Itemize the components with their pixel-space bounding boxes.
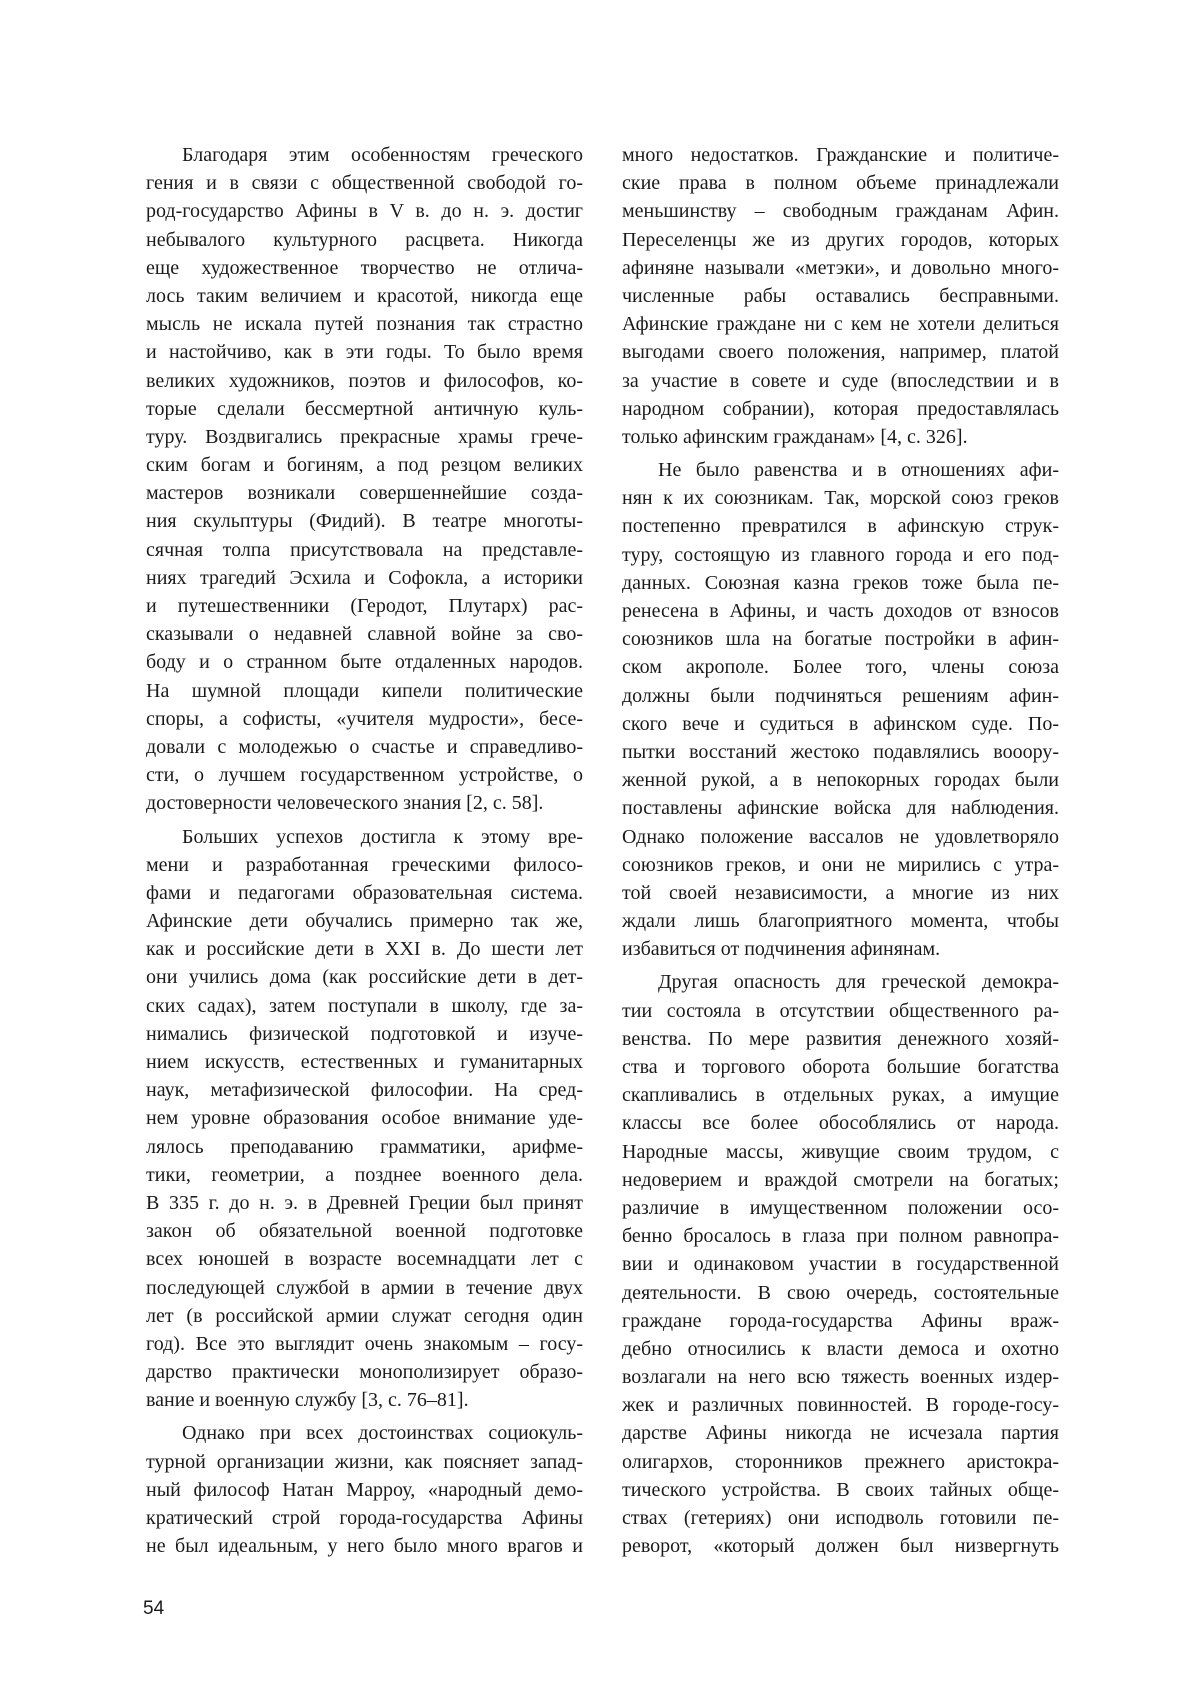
text-line: ского вече и судиться в афинском суде. По- [622,712,1059,735]
text-line: не был идеальным, у него было много врагов и [146,1535,583,1558]
text-line: мастеров возникали совершеннейшие созда- [146,482,583,505]
text-line: род-государство Афины в V в. до н. э. достиг [146,200,583,223]
text-line: союзников греков, и они не мирились с утра- [622,853,1059,876]
text-line: дарство практически монополизирует образо- [146,1361,583,1384]
text-line: Благодаря этим особенностям греческого [182,144,583,166]
text-line: Однако положение вассалов не удовлетворяло [622,825,1059,848]
text-line: венства. По мере развития денежного хозяй- [622,1027,1059,1050]
text-line: Переселенцы же из других городов, которых [622,228,1059,251]
text-line: год). Все это выглядит очень знакомым – госу- [146,1332,583,1355]
text-line: тии состояла в отсутствии общественного ра- [622,999,1059,1022]
text-line: избавиться от подчинения афинянам. [622,938,941,961]
text-line: жек и различных повинностей. В городе-госу- [622,1394,1059,1417]
text-line: численные рабы оставались бесправными. [622,284,1059,307]
text-line: граждане города-государства Афины враж- [622,1309,1059,1332]
text-line: фами и педагогами образовательная система. [146,881,583,904]
text-line: Не было равенства и в отношениях афи- [658,459,1059,482]
text-line: В 335 г. до н. э. в Древней Греции был принят [146,1191,583,1214]
text-line: достоверности человеческого знания [2, с. 58]. [146,792,544,815]
text-line: гения и в связи с общественной свободой го- [146,172,583,195]
text-line: олигархов, сторонников прежнего аристокра- [622,1450,1059,1473]
text-line: афиняне называли «метэки», и довольно много- [622,256,1059,279]
text-line: должны были подчиняться решениям афин- [622,684,1059,707]
text-line: дебно относились к власти демоса и охотно [622,1337,1059,1360]
text-line: классы все более обособлялись от народа. [622,1112,1059,1135]
text-line: ские права в полном объеме принадлежали [622,172,1059,195]
text-line: за участие в совете и суде (впоследствии и в [622,369,1059,392]
text-line: споры, а софисты, «учителя мудрости», бесе- [146,707,583,730]
text-line: нян к их союзникам. Так, морской союз греков [622,487,1059,510]
text-line: ским богам и богиням, а под резцом великих [146,454,583,477]
text-line: различие в имущественном положении осо- [622,1196,1059,1219]
text-line: поставлены афинские войска для наблюдения. [622,797,1059,820]
text-line: великих художников, поэтов и философов, ко- [146,369,583,392]
paragraph [146,141,583,818]
text-line: Больших успехов достигла к этому вре- [182,825,583,848]
text-line: меньшинству – свободным гражданам Афин. [622,200,1059,223]
text-line: тики, геометрии, а позднее военного дела. [146,1163,583,1186]
text-line: вание и военную службу [3, с. 76–81]. [146,1389,469,1412]
text-line: кратический строй города-государства Афины [146,1507,583,1529]
text-line: мысль не искала путей познания так страстно [146,313,583,336]
text-line: лялось преподаванию грамматики, арифме- [146,1135,583,1158]
text-line: сти, о лучшем государственном устройстве, о [146,764,583,787]
text-line: лет (в российской армии служат сегодня один [146,1304,583,1327]
text-line: Другая опасность для греческой демокра- [658,971,1059,994]
text-line: Афинские граждане ни с кем не хотели делиться [622,313,1059,336]
text-line: ренесена в Афины, и часть доходов от взносов [622,600,1059,622]
text-line: и путешественники (Геродот, Плутарх) рас- [146,595,583,617]
text-line: нием искусств, естественных и гуманитарных [146,1051,583,1073]
paragraph [622,968,1059,1560]
text-line: всех юношей в возрасте восемнадцати лет с [146,1248,583,1271]
text-line: недоверием и враждой смотрели на богатых; [622,1168,1059,1191]
paragraph [146,1419,583,1560]
text-line: пытки восстаний жестоко подавлялись вооору- [622,740,1059,763]
text-line: На шумной площади кипели политические [146,679,583,702]
text-line: закон об обязательной военной подготовке [146,1220,583,1243]
text-line: ском акрополе. Более того, члены союза [622,656,1059,679]
text-line: ских садах), затем поступали в школу, где за- [146,994,583,1017]
text-line: боду и о странном быте отдаленных народов. [146,651,583,674]
paragraph [622,456,1059,963]
text-line: последующей службой в армии в течение двух [146,1276,583,1299]
text-line: небывалого культурного расцвета. Никогда [146,228,583,251]
text-line: много недостатков. Гражданские и политиче- [622,144,1059,166]
text-line: Народные массы, живущие своим трудом, с [622,1140,1059,1163]
right-text-column [622,141,1059,1560]
text-line: скапливались в отдельных руках, а имущие [622,1084,1059,1107]
text-line: Однако при всех достоинствах социокуль- [182,1422,583,1445]
page-number: 54 [143,1598,165,1619]
text-line: они учились дома (как российские дети в дет- [146,966,583,989]
text-line: турной организации жизни, как поясняет запад- [146,1450,583,1473]
text-line: женной рукой, а в непокорных городах были [622,769,1059,792]
text-line: бенно бросалось в глаза при полном равнопра- [622,1225,1059,1248]
text-line: возлагали на него всю тяжесть военных издер- [622,1366,1059,1389]
text-line: сказывали о недавней славной войне за сво- [146,623,583,646]
text-line: союзников шла на богатые постройки в афин- [622,628,1059,651]
text-line: ниях трагедий Эсхила и Софокла, а историки [146,566,583,589]
text-line: ждали лишь благоприятного момента, чтобы [622,910,1059,933]
left-text-column [146,141,583,1560]
text-line: туру, состоящую из главного города и его под- [622,543,1059,566]
text-line: еще художественное творчество не отлича- [146,256,583,279]
text-line: мени и разработанная греческими филосо- [146,853,583,876]
text-line: лось таким величием и красотой, никогда еще [146,284,583,307]
text-line: ства и торгового оборота большие богатства [622,1056,1059,1078]
text-line: нимались физической подготовкой и изуче- [146,1022,583,1045]
paragraph [622,141,1059,451]
text-line: только афинским гражданам» [4, с. 326]. [622,425,968,448]
text-line: данных. Союзная казна греков тоже была пе- [622,571,1059,594]
text-line: туру. Воздвигались прекрасные храмы грече- [146,425,583,448]
text-line: реворот, «который должен был низвергнуть [622,1535,1059,1558]
text-line: ния скульптуры (Фидий). В театре многоты- [146,510,583,533]
text-line: дарстве Афины никогда не исчезала партия [622,1422,1059,1445]
text-line: наук, метафизической философии. На сред- [146,1079,583,1102]
paragraph [146,823,583,1415]
text-line: сячная толпа присутствовала на представле- [146,538,583,561]
text-line: Афинские дети обучались примерно так же, [146,910,583,933]
text-line: торые сделали бессмертной античную куль- [146,397,583,420]
text-line: довали с молодежью о счастье и справедливо- [146,735,583,758]
text-line: нем уровне образования особое внимание уде- [146,1107,583,1130]
text-line: выгодами своего положения, например, платой [622,341,1059,364]
text-line: народном собрании), которая предоставлялась [622,397,1059,420]
text-line: вии и одинаковом участии в государственной [622,1253,1059,1276]
text-line: деятельности. В свою очередь, состоятельные [622,1281,1059,1304]
text-line: ный философ Натан Марроу, «народный демо- [146,1478,583,1501]
text-line: той своей независимости, а многие из них [622,881,1059,904]
text-line: как и российские дети в XXI в. До шести лет [146,938,583,961]
text-line: ствах (гетериях) они исподволь готовили пе- [622,1507,1059,1529]
text-line: постепенно превратился в афинскую струк- [622,515,1059,538]
text-line: тического устройства. В своих тайных обще- [622,1478,1059,1501]
text-line: и настойчиво, как в эти годы. То было время [146,341,583,364]
